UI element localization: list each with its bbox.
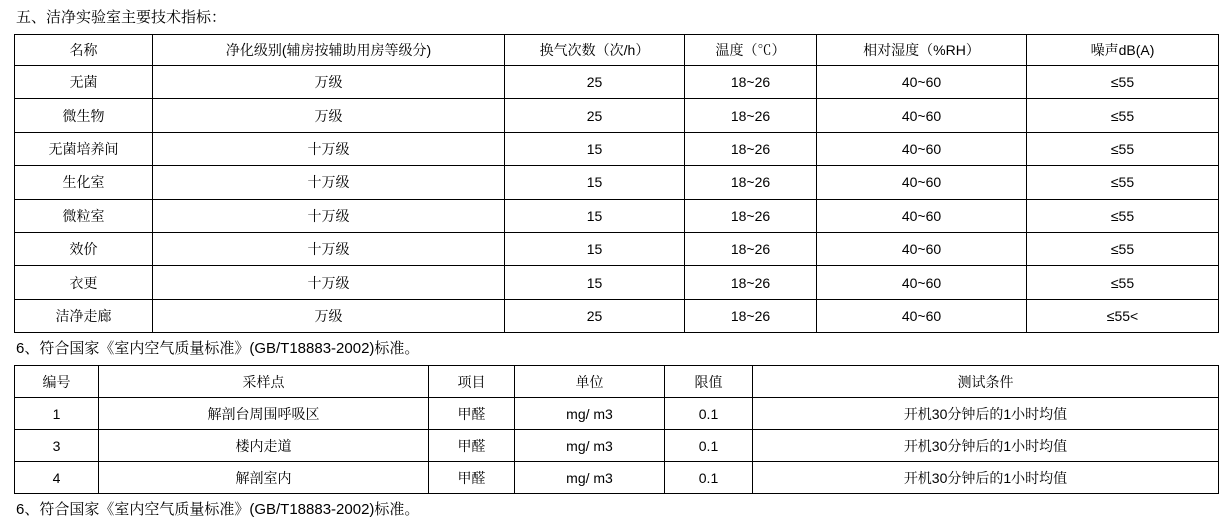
table-cell: 生化室 [15, 166, 153, 199]
table-cell: 洁净走廊 [15, 299, 153, 332]
table-cell: 15 [505, 232, 685, 265]
table-cell: 15 [505, 166, 685, 199]
table-cell: 40~60 [817, 266, 1027, 299]
table-cell: 万级 [153, 66, 505, 99]
column-header: 项目 [429, 366, 515, 398]
table-cell: 开机30分钟后的1小时均值 [753, 398, 1219, 430]
table-cell: 18~26 [685, 166, 817, 199]
column-header: 净化级别(辅房按辅助用房等级分) [153, 35, 505, 66]
table-cell: 微生物 [15, 99, 153, 132]
table-row [15, 199, 1219, 232]
table-row [15, 430, 1219, 462]
table-cell: 18~26 [685, 266, 817, 299]
column-header: 换气次数（次/h） [505, 35, 685, 66]
table-cell: 解剖台周围呼吸区 [99, 398, 429, 430]
table-cell: 40~60 [817, 232, 1027, 265]
table-cell: 18~26 [685, 132, 817, 165]
column-header: 单位 [515, 366, 665, 398]
column-header: 名称 [15, 35, 153, 66]
table-cell: 15 [505, 266, 685, 299]
table-cell: 25 [505, 99, 685, 132]
table-cell: 40~60 [817, 166, 1027, 199]
table-cell: 衣更 [15, 266, 153, 299]
table-cell: 十万级 [153, 166, 505, 199]
table-cell: ≤55 [1027, 99, 1219, 132]
table-cell: 4 [15, 462, 99, 494]
table-cell: 甲醛 [429, 398, 515, 430]
table-cell: 40~60 [817, 66, 1027, 99]
column-header: 噪声dB(A) [1027, 35, 1219, 66]
table-cell: 3 [15, 430, 99, 462]
table-cell: 十万级 [153, 199, 505, 232]
column-header: 编号 [15, 366, 99, 398]
table-cell: 开机30分钟后的1小时均值 [753, 430, 1219, 462]
table-row [15, 266, 1219, 299]
table-cell: ≤55 [1027, 66, 1219, 99]
table-row [15, 232, 1219, 265]
table-cell: ≤55 [1027, 132, 1219, 165]
table-row [15, 99, 1219, 132]
table-cell: 万级 [153, 299, 505, 332]
table-cell: 甲醛 [429, 430, 515, 462]
table-cell: ≤55 [1027, 199, 1219, 232]
table-cell: 万级 [153, 99, 505, 132]
table-cell: 效价 [15, 232, 153, 265]
column-header: 相对湿度（%RH） [817, 35, 1027, 66]
table-cell: ≤55< [1027, 299, 1219, 332]
table-cell: ≤55 [1027, 166, 1219, 199]
table-cell: 18~26 [685, 199, 817, 232]
table-cell: 18~26 [685, 66, 817, 99]
table-cell: 25 [505, 299, 685, 332]
table-cell: mg/ m3 [515, 430, 665, 462]
table-cell: 1 [15, 398, 99, 430]
table-row [15, 398, 1219, 430]
table-cell: 开机30分钟后的1小时均值 [753, 462, 1219, 494]
column-header: 采样点 [99, 366, 429, 398]
column-header: 温度（℃） [685, 35, 817, 66]
air-quality-sampling-table [14, 365, 1219, 494]
table-row [15, 166, 1219, 199]
standard-note-2: 6、符合国家《室内空气质量标准》(GB/T18883-2002)标准。 [16, 501, 420, 519]
table-row [15, 132, 1219, 165]
table-row [15, 462, 1219, 494]
column-header: 限值 [665, 366, 753, 398]
table-cell: 25 [505, 66, 685, 99]
table-cell: 40~60 [817, 299, 1027, 332]
table-cell: 十万级 [153, 132, 505, 165]
table-cell: 无菌培养间 [15, 132, 153, 165]
table-header-row [15, 35, 1219, 66]
table-cell: 甲醛 [429, 462, 515, 494]
table-cell: 无菌 [15, 66, 153, 99]
table-cell: 40~60 [817, 99, 1027, 132]
table-header-row [15, 366, 1219, 398]
table-cell: ≤55 [1027, 266, 1219, 299]
table-cell: 15 [505, 199, 685, 232]
table-cell: 18~26 [685, 99, 817, 132]
column-header: 测试条件 [753, 366, 1219, 398]
table-cell: 0.1 [665, 430, 753, 462]
table-cell: 18~26 [685, 232, 817, 265]
table-cell: 18~26 [685, 299, 817, 332]
clean-room-specs-table [14, 34, 1219, 333]
table-cell: 解剖室内 [99, 462, 429, 494]
table-cell: 15 [505, 132, 685, 165]
table-cell: ≤55 [1027, 232, 1219, 265]
table-cell: 十万级 [153, 266, 505, 299]
table-cell: 40~60 [817, 199, 1027, 232]
table-row [15, 66, 1219, 99]
table-row [15, 299, 1219, 332]
table-cell: 0.1 [665, 398, 753, 430]
table-cell: mg/ m3 [515, 462, 665, 494]
standard-note-1: 6、符合国家《室内空气质量标准》(GB/T18883-2002)标准。 [16, 340, 420, 358]
table-cell: 十万级 [153, 232, 505, 265]
table-cell: 微粒室 [15, 199, 153, 232]
table-cell: 0.1 [665, 462, 753, 494]
table-cell: mg/ m3 [515, 398, 665, 430]
table-cell: 40~60 [817, 132, 1027, 165]
table-cell: 楼内走道 [99, 430, 429, 462]
section-heading: 五、洁净实验室主要技术指标： [16, 9, 227, 26]
